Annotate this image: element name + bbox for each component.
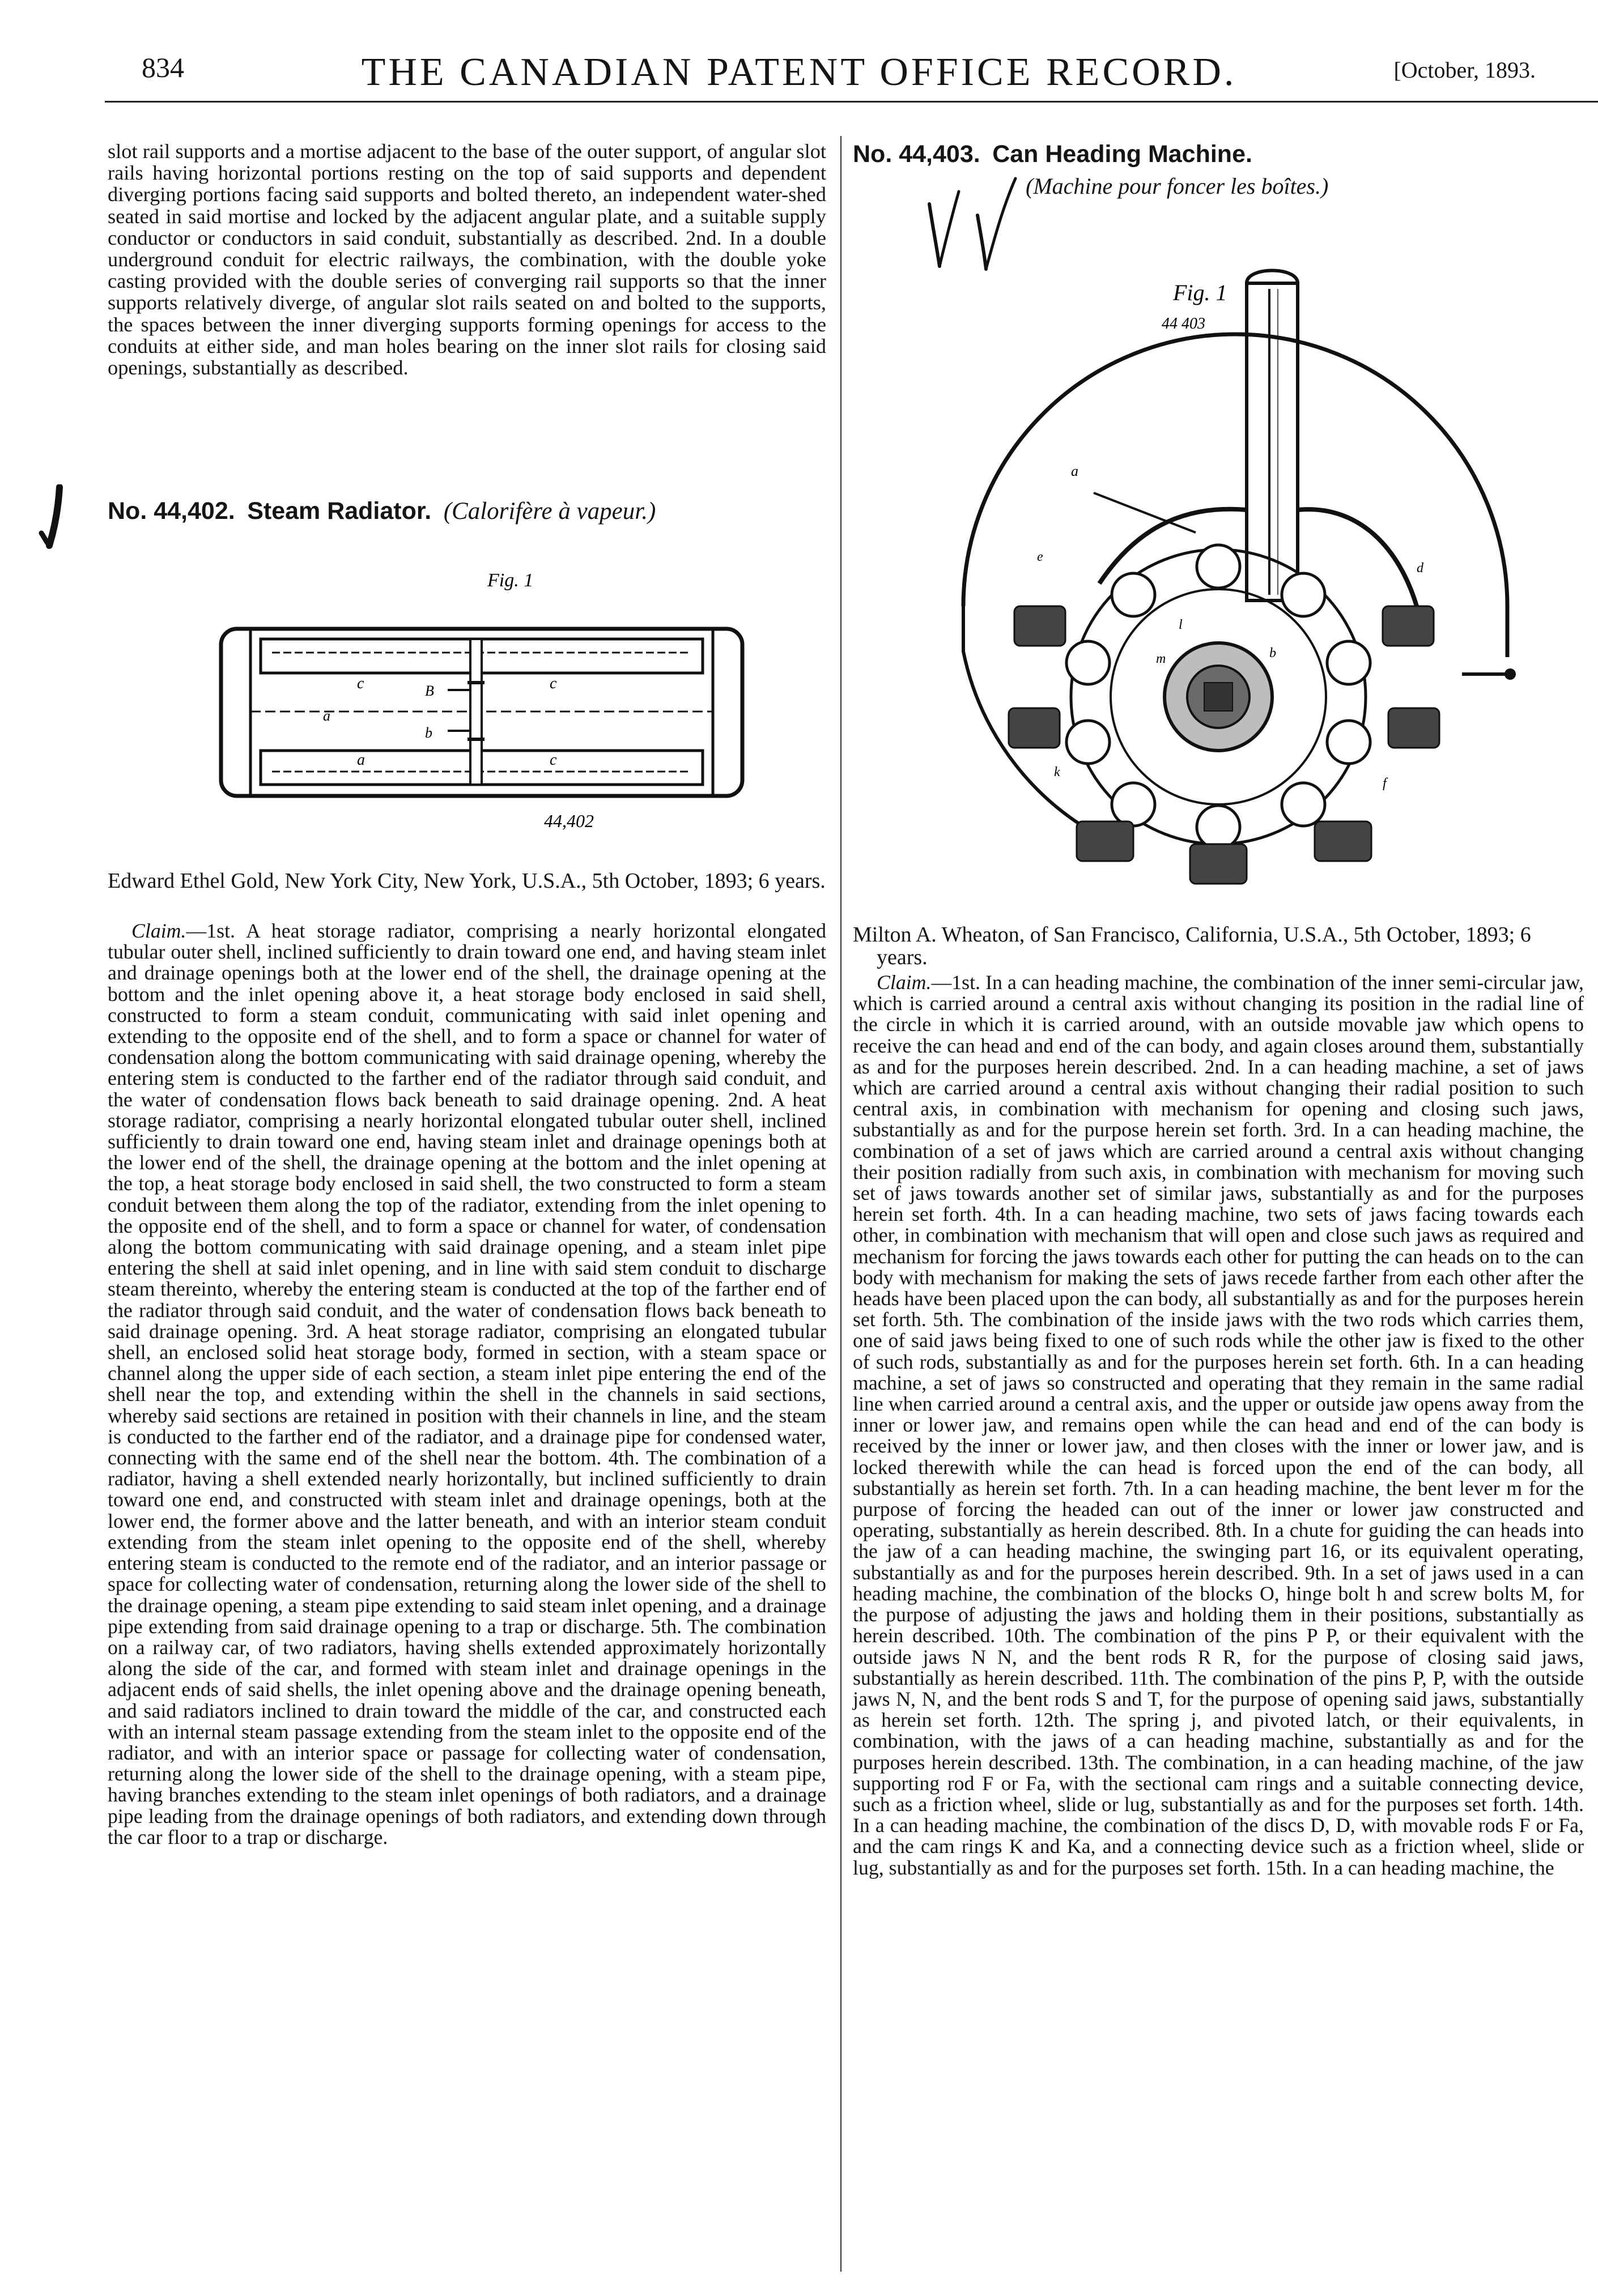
check-mark-icon [37, 484, 76, 552]
page-title: THE CANADIAN PATENT OFFICE RECORD. [361, 50, 1237, 94]
claim-text: —1st. In a can heading machine, the combination of the inner semi-circular jaw, which is carried around a central axis without changing its position in the radial line of the circle in which it is carried around, with an outside movable jaw which opens to receive the can head and end of the can body, and again closes around them, substantially as and for the purposes herein described. 2nd. In a can heading machine, a set of jaws which are carried around a central axis without changing their radial position to such central axis, in combination with mechanism for opening and closing such jaws, substantially as and for the purpose herein set forth. 3rd. In a can heading machine, the combination of a set of jaws which are carried around a central axis without changing their position radially from such axis, in combination with mechanism for moving such set of jaws towards another set of similar jaws, substantially as and for the purposes herein set forth. 4th. In a can heading machine, two sets of jaws facing towards each other, in combination with mechanism that will open and close such jaws as required and mechanism for forcing the jaws towards each other for putting the can heads on to the can body with mechanism for making the sets of jaws recede farther from each other after the heads have been placed upon the can body, all substantially as and for the purposes herein set forth. 5th. The combination of the inside jaws with the two rods which carries them, one of said jaws being fixed to one of such rods while the other jaw is fixed to the other of such rods, substantially as and for the purposes herein set forth. 6th. In a can heading machine, a set of jaws so constructed and operating that they remain in the same radial line when carried around a central axis, and the upper or outside jaw opens away from the inner or lower jaw, and remains open while the can head and end of the can body is received by the inner or lower jaw, and then closes with the inner or lower jaw, and is locked therewith while the can head is forced upon the end of the can body, all substantially as herein set forth. 7th. In a can heading machine, the bent lever m for the purpose of forcing the headed can out of the inner or lower jaw constructed and operating, substantially as herein described. 8th. In a chute for guiding the can heads into the jaw of a can heading machine, the swinging part 16, or its equivalent operating, substantially as and for the purposes herein described. 9th. In a set of jaws used in a can heading machine, the combination of the blocks O, hinge bolt h and screw bolts M, for the purpose of adjusting the jaws and holding them in their positions, substantially as herein described. 10th. The combination of the pins P P, or their equivalent with the outside jaws N N, and the bent rods R R, for the purpose of closing said jaws, substantially as herein described. 11th. The combination of the pins P, P, with the outside jaws N, N, and the bent rods S and T, for the purpose of opening said jaws, substantially as herein set forth. 12th. The spring j, and pivoted latch, or their equivalents, in combination, with the jaws of a can heading machine, substantially as and for the purposes herein described. 13th. The combination, in a can heading machine, of the jaw supporting rod F or Fa, with the sectional cam rings and a suitable connecting device, such as a friction wheel, slide or lug, substantially as and for the purposes set forth. 14th. In a can heading machine, the combination of the discs D, D, with movable rods F or Fa, and the cam rings K and Ka, and a connecting device such as a friction wheel, slide or lug, substantially as and for the purposes set forth. 15th. In a can heading machine, the [853, 971, 1584, 1879]
entry-french-title: (Machine pour foncer les boîtes.) [1026, 173, 1329, 199]
entry-44402-heading [108, 497, 826, 525]
entry-number: No. 44,402. [108, 497, 235, 525]
entry-number: No. 44,403. [853, 140, 980, 168]
header-rule [105, 101, 1598, 103]
label-b: b [1269, 646, 1276, 661]
label-c: c [357, 675, 364, 692]
figure-caption: Fig. 1 [487, 570, 534, 591]
label-c: c [550, 751, 557, 769]
entry-title: Steam Radiator. [247, 497, 432, 525]
entry-title: Can Heading Machine. [992, 140, 1252, 168]
claim-label: Claim. [877, 971, 932, 994]
page-header [0, 0, 1598, 113]
entry-french-title: (Calorifère à vapeur.) [443, 498, 656, 525]
figure-caption: Fig. 1 [1173, 280, 1227, 305]
claim-paragraph [108, 921, 826, 1848]
column-divider [840, 136, 842, 2272]
label-d: d [1417, 561, 1423, 576]
label-a: a [1071, 463, 1078, 479]
page-number: 834 [142, 52, 184, 83]
label-m: m [1156, 651, 1166, 666]
patent-mark: 44 403 [1162, 315, 1205, 333]
inventor-line: Milton A. Wheaton, of San Francisco, California, U.S.A., 5th October, 1893; 6 years. [853, 923, 1531, 969]
check-mark-icon [918, 176, 1020, 272]
label-b: b [425, 725, 432, 741]
label-l: l [1179, 617, 1183, 632]
label-b: B [425, 683, 434, 699]
issue-date: [October, 1893. [1393, 57, 1536, 83]
patent-mark: 44,402 [544, 811, 594, 831]
can-machine-drawing [952, 266, 1519, 901]
inventor-line: Edward Ethel Gold, New York City, New York, U.S.A., 5th October, 1893; 6 years. [108, 869, 826, 893]
steam-radiator-figure [210, 561, 754, 838]
radiator-drawing [210, 561, 754, 838]
claim-paragraph [853, 972, 1584, 1878]
claim-label: Claim. [131, 919, 186, 942]
claim-text: —1st. A heat storage radiator, comprising a nearly horizontal elongated tubular outer shell, inclined sufficiently to drain toward one end, and having steam inlet and drainage openings both at the lower end of the shell, the drainage opening at the bottom and the inlet opening above it, a heat storage body enclosed in said shell, constructed to form a steam conduit, communicating with said inlet opening and extending to the opposite end of the shell, and to form a space or channel for water of condensation along the bottom communicating with said drainage opening, whereby the entering stem is conducted to the farther end of the radiator through said conduit, and the water of condensation flows back beneath to said drainage opening. 2nd. A heat storage radiator, comprising a nearly horizontal elongated tubular outer shell, inclined sufficiently to drain toward one end, having steam inlet and drainage openings both at the lower end of the shell, the drainage opening at the bottom and the inlet opening at the top, a heat storage body enclosed in said shell, the two constructed to form a steam conduit between them along the top of the radiator, extending from the inlet opening to the opposite end of the shell, and to form a space or channel for water, of condensation along the bottom communicating with said drainage opening, and a steam inlet pipe entering the shell at said inlet opening, and in line with said stem conduit to discharge steam thereinto, whereby the entering steam is conducted at the top of the farther end of the radiator through said conduit, and the water of condensation flows back beneath to said drainage opening. 3rd. A heat storage radiator, comprising an elongated tubular shell, an enclosed solid heat storage body, formed in section, with a steam space or channel along the upper side of each section, a steam inlet pipe entering the end of the shell near the top, and extending within the shell in the channels in said sections, whereby said sections are retained in position with their channels in line, and the steam is conducted to the farther end of the radiator, and a drainage pipe for condensed water, connecting with the same end of the shell near the bottom. 4th. The combination of a radiator, having a shell extended nearly horizontally, but inclined sufficiently to drain toward one end, and constructed with steam inlet and drainage openings, both at the lower end, the former above and the latter beneath, and with an interior steam conduit extending from the steam inlet opening to the opposite end of the shell, whereby entering steam is conducted to the remote end of the radiator, and an interior passage or space for collecting water of condensation, returning along the lower side of the shell to the drainage opening, a steam pipe extending to said steam inlet opening, and a drainage pipe extending from said drainage opening to a trap or discharge. 5th. The combination on a railway car, of two radiators, having shells extended approximately horizontally along the side of the car, and formed with steam inlet and drainage openings in the adjacent ends of said shells, the inlet opening above and the drainage opening beneath, and said radiators inclined to drain toward the middle of the car, and constructed each with an internal steam passage extending from the steam inlet to the opposite end of the radiator, and with an interior space or passage for collecting water of condensation, returning along the lower side of the shell to the drainage opening, with a steam pipe, having branches extending to the steam inlet openings of both radiators, and a drainage pipe leading from the drainage openings of both radiators, and extending down through the car floor to a trap or discharge. [108, 919, 826, 1848]
label-c: c [550, 675, 557, 692]
entry-44402-body [108, 870, 826, 1848]
label-f: f [1383, 776, 1387, 791]
label-a: a [323, 708, 330, 724]
continued-claim-text: slot rail supports and a mortise adjacent to the base of the outer support, of angular slot rails having horizontal portions resting on the top of said supports and dependent diverging portions facing said supports and bolted thereto, an independent water-shed seated in said mortise and locked by the adjacent angular plate, and a suitable supply conductor or conductors in said conduit, substantially as described. 2nd. In a double underground conduit for electric railways, the combination, with the double yoke casting provided with the double series of converging rail supports so that the inner supports relatively diverge, of angular slot rails seated on and bolted to the supports, the spaces between the inner diverging supports forming openings for access to the conduits at either side, and man holes bearing on the inner slot rails for closing said openings, substantially as described. [108, 140, 826, 380]
left-column [108, 140, 826, 378]
label-k: k [1054, 765, 1060, 779]
entry-44403-body [853, 923, 1584, 1878]
label-e: e [1037, 549, 1043, 564]
label-a: a [357, 751, 365, 769]
can-heading-machine-figure [952, 266, 1519, 901]
